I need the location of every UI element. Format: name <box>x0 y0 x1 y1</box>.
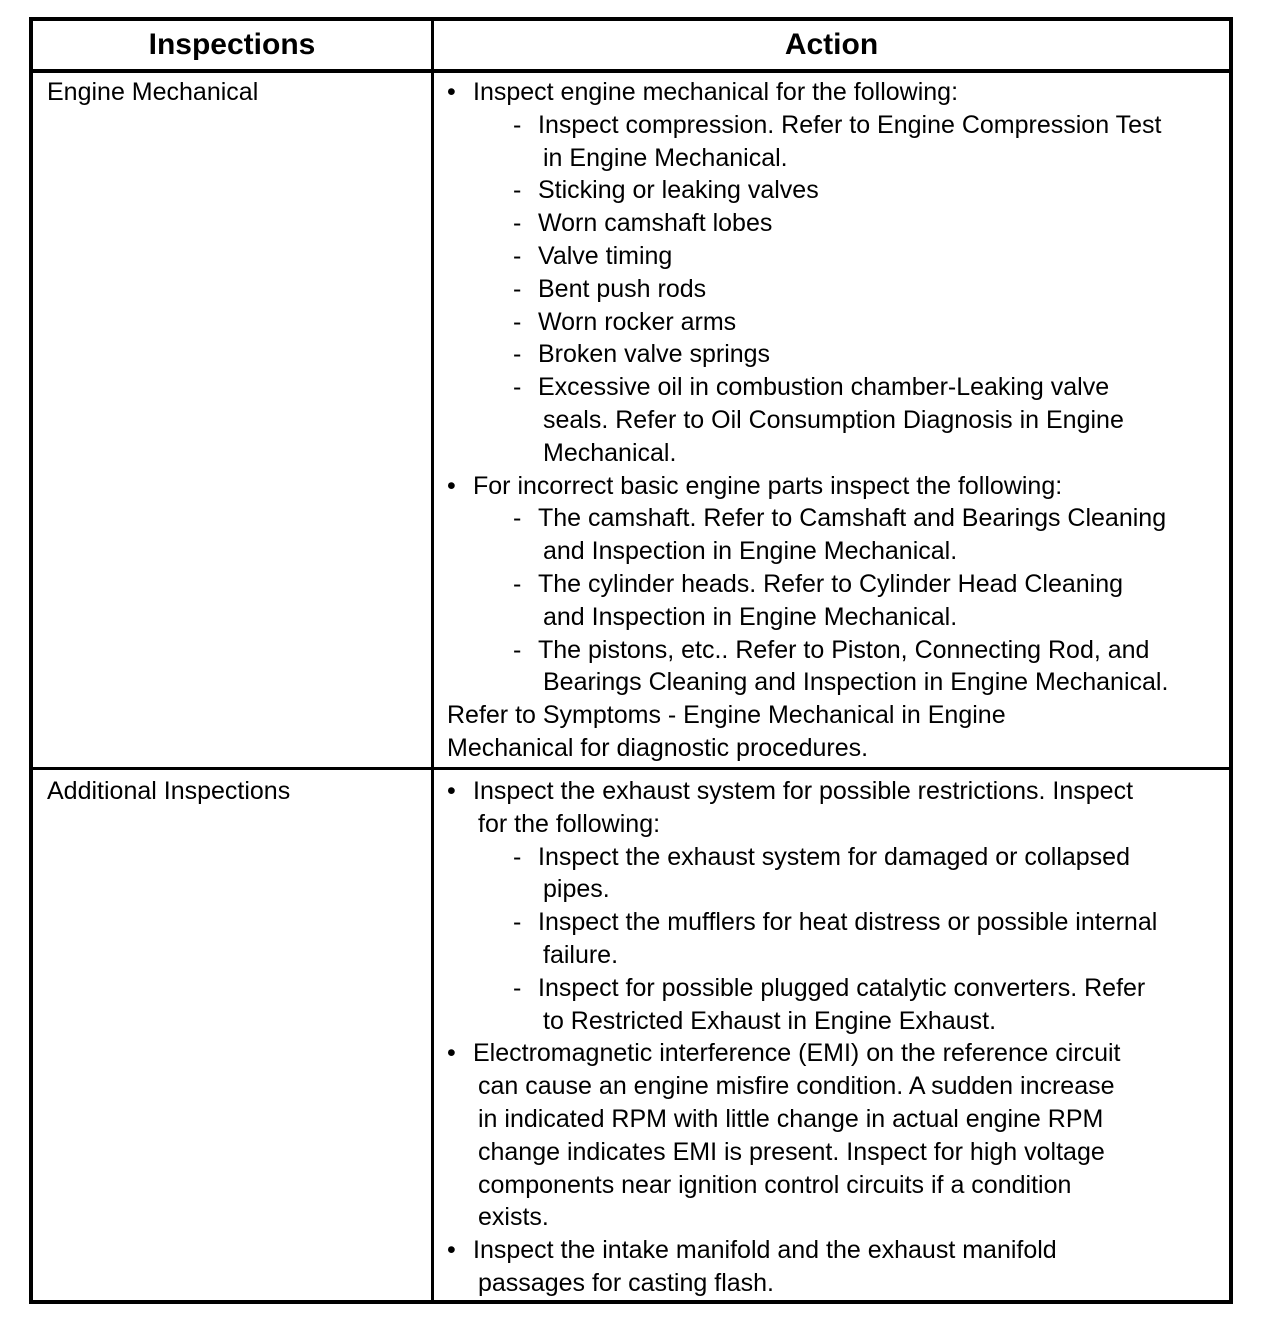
sub-item <box>473 109 1227 175</box>
bullet-text: • For incorrect basic engine parts inspect the following: <box>473 471 1063 500</box>
sub-item <box>473 240 1227 273</box>
bullet-text: • Inspect the exhaust system for possible restrictions. Inspect <box>473 777 1134 805</box>
sub-text-cont: failure. <box>543 940 619 969</box>
bullet-text-cont: components near ignition control circuits if a condition <box>478 1170 1072 1199</box>
sub-text: - Worn camshaft lobes <box>538 209 773 238</box>
column-divider <box>431 21 434 1300</box>
row-inspection-additional: Additional Inspections <box>47 777 291 805</box>
note-line: Refer to Symptoms - Engine Mechanical in Engine <box>447 701 1006 730</box>
sub-text-cont: Mechanical. <box>543 438 677 467</box>
row-inspection-engine-mechanical: Engine Mechanical <box>47 78 259 106</box>
header-divider <box>33 69 1229 73</box>
row-action-additional <box>447 775 1227 1300</box>
bullet-text-cont: exists. <box>478 1203 549 1232</box>
bullet-text-cont: passages for casting flash. <box>478 1268 774 1297</box>
bullet-item <box>447 1037 1227 1234</box>
bullet-item <box>447 76 1227 470</box>
sub-item <box>473 906 1227 972</box>
sub-text: - Bent push rods <box>538 274 707 303</box>
row-divider <box>33 767 1229 770</box>
bullet-text: • Inspect engine mechanical for the following: <box>473 78 959 106</box>
reference-note <box>447 699 1227 765</box>
sub-text: - Inspect the exhaust system for damaged or collapsed <box>538 842 1130 871</box>
row-action-engine-mechanical <box>447 76 1227 765</box>
sub-text: - The pistons, etc.. Refer to Piston, Connecting Rod, and <box>538 635 1150 664</box>
sub-text-cont: and Inspection in Engine Mechanical. <box>543 537 958 566</box>
sub-item <box>473 174 1227 207</box>
sub-item <box>473 306 1227 339</box>
bullet-text-cont: change indicates EMI is present. Inspect for high voltage <box>478 1137 1105 1166</box>
sub-text: - Inspect compression. Refer to Engine Compression Test <box>538 110 1162 139</box>
bullet-item <box>447 1234 1227 1300</box>
header-action: Action <box>784 28 879 61</box>
inspection-table <box>29 17 1233 1304</box>
sub-text: - Sticking or leaking valves <box>538 176 819 205</box>
sub-text: - Excessive oil in combustion chamber-Leaking valve <box>538 373 1110 402</box>
sub-text: - Inspect the mufflers for heat distress or possible internal <box>538 908 1158 937</box>
bullet-text-cont: for the following: <box>478 809 661 838</box>
sub-text-cont: Bearings Cleaning and Inspection in Engine Mechanical. <box>543 668 1169 697</box>
sub-item <box>473 207 1227 240</box>
bullet-item <box>447 470 1227 700</box>
bullet-text: • Inspect the intake manifold and the exhaust manifold <box>473 1236 1057 1265</box>
sub-item <box>473 972 1227 1038</box>
sub-item <box>473 371 1227 469</box>
sub-text-cont: pipes. <box>543 875 610 904</box>
bullet-item <box>447 775 1227 1037</box>
sub-item <box>473 634 1227 700</box>
sub-text: - The camshaft. Refer to Camshaft and Bearings Cleaning <box>538 504 1167 533</box>
sub-text: - Inspect for possible plugged catalytic converters. Refer <box>538 973 1146 1002</box>
sub-text: - Worn rocker arms <box>538 307 737 336</box>
bullet-text-cont: can cause an engine misfire condition. A sudden increase <box>478 1072 1115 1101</box>
sub-text-cont: to Restricted Exhaust in Engine Exhaust. <box>543 1006 997 1035</box>
sub-item <box>473 568 1227 634</box>
bullet-text: • Electromagnetic interference (EMI) on the reference circuit <box>473 1039 1121 1068</box>
sub-text: - The cylinder heads. Refer to Cylinder Head Cleaning <box>538 569 1124 598</box>
note-line: Mechanical for diagnostic procedures. <box>447 733 869 762</box>
sub-item <box>473 273 1227 306</box>
sub-item <box>473 502 1227 568</box>
bullet-text-cont: in indicated RPM with little change in actual engine RPM <box>478 1104 1104 1133</box>
sub-item <box>473 338 1227 371</box>
sub-item <box>473 841 1227 907</box>
sub-text-cont: seals. Refer to Oil Consumption Diagnosis in Engine <box>543 405 1124 434</box>
sub-text: - Broken valve springs <box>538 340 771 369</box>
header-inspections: Inspections <box>148 28 316 61</box>
sub-text-cont: and Inspection in Engine Mechanical. <box>543 602 958 631</box>
sub-text: - Valve timing <box>538 241 673 270</box>
sub-text-cont: in Engine Mechanical. <box>543 143 788 172</box>
